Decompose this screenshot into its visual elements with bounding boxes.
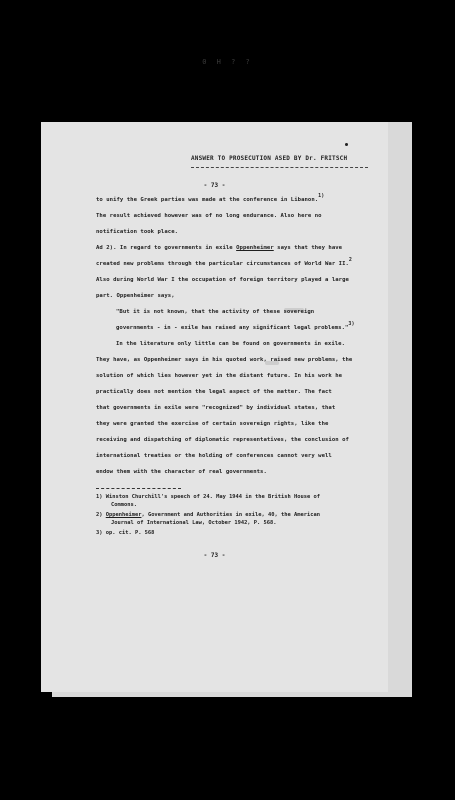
- body-line: Also during World War I the occupation of foreign territory played a large: [96, 277, 349, 283]
- page-header: ANSWER TO PROSECUTION ASED BY Dr. FRITSCH: [191, 155, 348, 162]
- body-line: practically does not mention the legal aspect of the matter. The fact: [96, 389, 332, 395]
- body-line: endow them with the character of real governments.: [96, 469, 267, 475]
- quote-line: governments - in - exile has raised any significant legal problems."3): [116, 321, 355, 331]
- page-number-bottom: - 73 -: [203, 552, 226, 559]
- body-line: solution of which lies however yet in the distant future. In his work he: [96, 373, 343, 379]
- body-line: In the literature only little can be found on governments in exile.: [116, 341, 345, 347]
- body-line: notification took place.: [96, 229, 179, 235]
- body-line: receiving and dispatching of diplomatic representatives, the conclusion of: [96, 437, 349, 443]
- body-line: they were granted the exercise of certain sovereign rights, like the: [96, 421, 329, 427]
- body-line: The result achieved however was of no long endurance. Also here no: [96, 213, 322, 219]
- body-line: that governments in exile were "recognized" by individual states, that: [96, 405, 336, 411]
- page-number-top: - 73 -: [203, 182, 226, 189]
- body-line: part. Oppenheimer says,: [96, 293, 175, 299]
- hole-dot: [345, 143, 348, 146]
- quote-line: "But it is not known, that the activity of these sovereign: [116, 309, 315, 315]
- footnote-1-cont: Commons.: [111, 502, 137, 508]
- footnote-2: 2) Oppenheimer, Government and Authorities in exile, 40, the American: [96, 512, 320, 518]
- ink-smudge: [284, 308, 304, 312]
- footnote-2-cont: Journal of International Law, October 1942, P. 568.: [111, 520, 277, 526]
- scan-top-mark: 0 H ? ?: [202, 58, 253, 66]
- body-line: They have, as Oppenheimer says in his quoted work, raised new problems, the: [96, 357, 353, 363]
- ink-smudge: [265, 361, 279, 365]
- body-line: to unify the Greek parties was made at the conference in Libanon.1): [96, 193, 325, 203]
- body-line: created new problems through the particular circumstances of World War II.2: [96, 257, 352, 267]
- footnote-rule: [96, 488, 181, 489]
- footnote-3: 3) op. cit. P. 568: [96, 530, 155, 536]
- body-line: international treaties or the holding of conferences cannot very well: [96, 453, 332, 459]
- body-line: Ad 2). In regard to governments in exile Oppenheimer says that they have: [96, 245, 343, 251]
- header-rule: [191, 167, 368, 168]
- document-page: [41, 122, 388, 692]
- footnote-1: 1) Winston Churchill's speech of 24. May 1944 in the British House of: [96, 494, 320, 500]
